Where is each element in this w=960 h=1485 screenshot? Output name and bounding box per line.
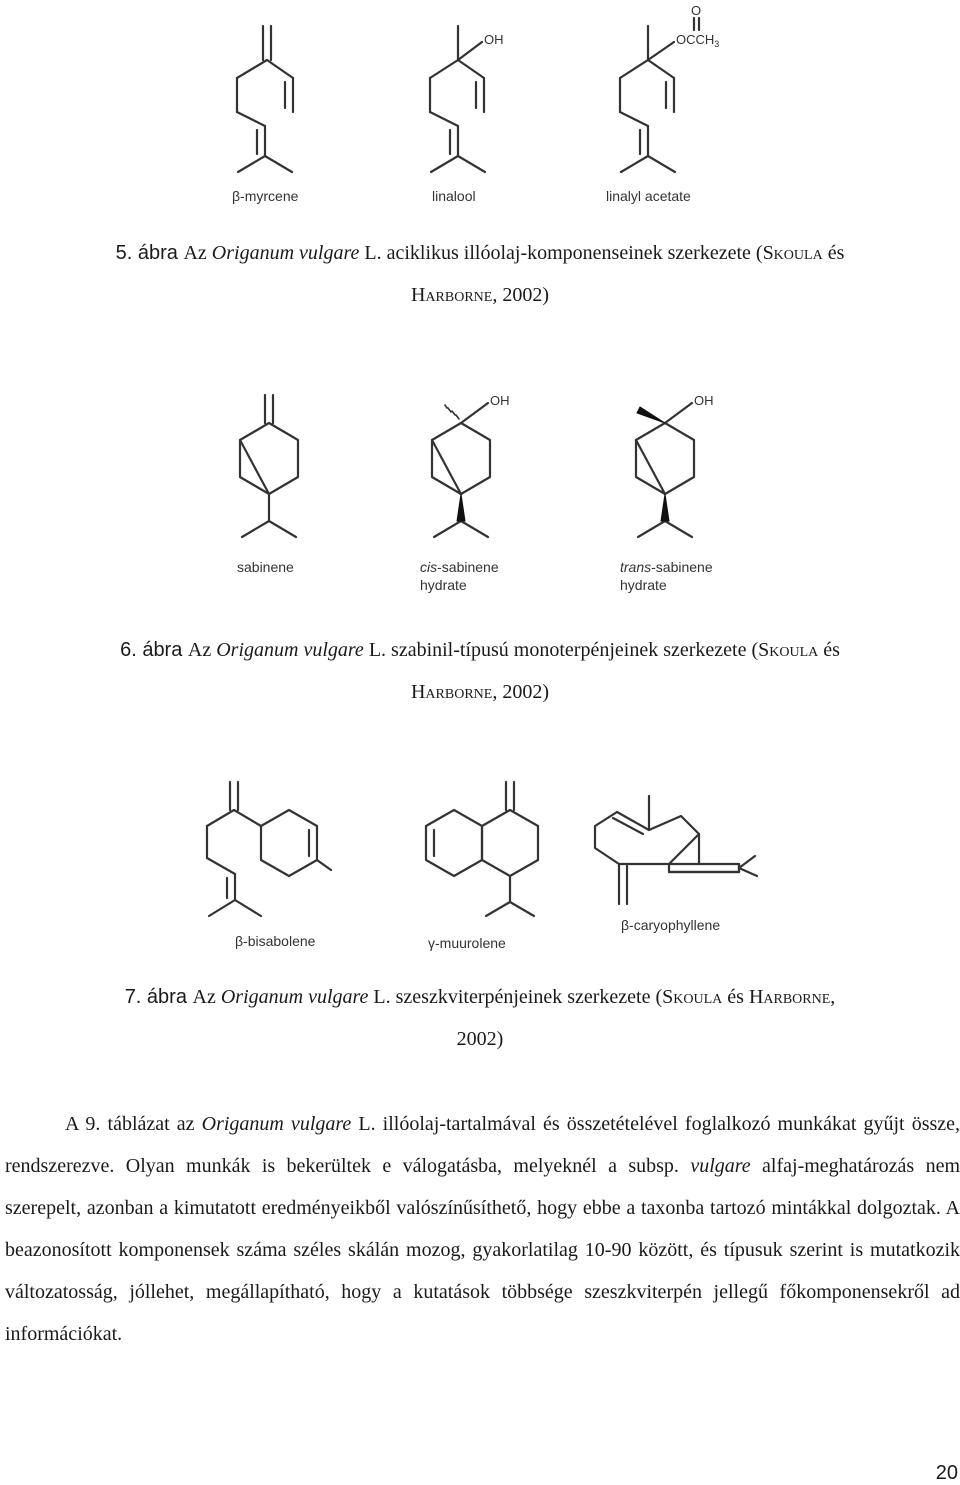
structure-beta-caryophyllene bbox=[585, 770, 765, 955]
label-trans-italic: trans bbox=[620, 559, 652, 575]
label-trans-rest: -sabinene bbox=[651, 559, 713, 575]
caption-species: Origanum vulgare bbox=[220, 986, 369, 1008]
caption-species: Origanum vulgare bbox=[216, 639, 364, 661]
structure-gamma-muurolene bbox=[420, 770, 560, 960]
label-linalool: linalool bbox=[432, 188, 476, 204]
label-beta-bisabolene: β-bisabolene bbox=[235, 933, 316, 949]
figure-5 bbox=[0, 0, 960, 215]
caption-az: Az bbox=[187, 639, 217, 661]
caption-az: Az bbox=[183, 242, 212, 264]
caption-line bbox=[0, 629, 960, 671]
caption-rest: szeszkviterpénjeinek szerkezete ( bbox=[390, 986, 663, 1008]
group-sub3: 3 bbox=[714, 39, 720, 49]
caption-es: és bbox=[818, 639, 840, 661]
caption-author-harborne: Harborne bbox=[410, 681, 493, 703]
label-cis-rest: -sabinene bbox=[437, 559, 499, 575]
caption-line bbox=[0, 976, 960, 1018]
caption-l: L. bbox=[368, 986, 391, 1008]
label-sabinene: sabinene bbox=[237, 559, 294, 575]
structure-sabinene bbox=[220, 385, 330, 580]
caption-line bbox=[0, 274, 960, 316]
caption-es: és bbox=[822, 242, 845, 264]
label-gamma-muurolene: γ-muurolene bbox=[428, 935, 506, 951]
group-oh: OH bbox=[490, 393, 510, 408]
label-trans-sabinene bbox=[620, 559, 713, 575]
paragraph-text bbox=[5, 1103, 960, 1355]
figure-5-caption bbox=[0, 232, 960, 316]
caption-author-skoula: Skoula bbox=[758, 639, 819, 661]
group-oh: OH bbox=[484, 32, 504, 47]
structure-linalyl-acetate bbox=[600, 0, 750, 210]
label-beta-myrcene: β-myrcene bbox=[232, 188, 299, 204]
label-beta-caryophyllene: β-caryophyllene bbox=[621, 917, 721, 933]
paragraph-part-1: A 9. táblázat az bbox=[65, 1113, 202, 1135]
caption-author-skoula: Skoula bbox=[662, 986, 723, 1008]
caption-comma: , bbox=[830, 986, 836, 1008]
caption-year: , 2002) bbox=[492, 284, 549, 306]
paragraph-part-3: alfaj-meghatározás nem szerepelt, azonban a kimutatott eredményeikből valószínűsíthető, hogy ebbe a taxonba tartozó mintákkal dolgoztak. A beazonosított komponensek száma széles skálán mozog, gyakorlatilag 10-90 között, és típusuk szerint is mutatkozik változatosság, jóllehet, megállapítható, hogy a kutatások többsége szeszkviterpén jellegű főkomponensekről ad információkat. bbox=[5, 1155, 960, 1345]
caption-l: L. bbox=[363, 639, 387, 661]
caption-prefix: 5. ábra bbox=[115, 242, 184, 264]
structure-beta-myrcene bbox=[220, 20, 330, 210]
caption-line bbox=[0, 671, 960, 713]
caption-az: Az bbox=[192, 986, 221, 1008]
figure-6 bbox=[0, 385, 960, 605]
paragraph-species: Origanum vulgare bbox=[201, 1113, 352, 1135]
label-cis-hydrate: hydrate bbox=[420, 577, 467, 593]
figure-7-caption bbox=[0, 976, 960, 1060]
group-occh3 bbox=[676, 32, 719, 49]
label-cis-sabinene bbox=[420, 559, 499, 575]
paragraph-subsp: vulgare bbox=[690, 1155, 751, 1177]
group-oh: OH bbox=[694, 393, 714, 408]
caption-l: L. bbox=[359, 242, 382, 264]
caption-species: Origanum vulgare bbox=[211, 242, 360, 264]
body-paragraph bbox=[5, 1103, 960, 1355]
caption-year: , 2002) bbox=[492, 681, 549, 703]
group-occh: OCCH bbox=[676, 32, 715, 47]
caption-line bbox=[0, 1018, 960, 1060]
caption-rest: aciklikus illóolaj-komponenseinek szerkezete ( bbox=[381, 242, 763, 264]
structure-linalool bbox=[410, 20, 540, 210]
label-trans-hydrate: hydrate bbox=[620, 577, 667, 593]
label-linalyl-acetate: linalyl acetate bbox=[606, 188, 691, 204]
structure-trans-sabinene-hydrate bbox=[612, 385, 752, 600]
caption-author-harborne: Harborne bbox=[410, 284, 493, 306]
structure-cis-sabinene-hydrate bbox=[410, 385, 540, 600]
caption-prefix: 6. ábra bbox=[120, 639, 188, 661]
caption-rest: szabinil-típusú monoterpénjeinek szerkezete ( bbox=[386, 639, 759, 661]
caption-year: 2002) bbox=[456, 1028, 504, 1050]
caption-author-harborne: Harborne bbox=[748, 986, 831, 1008]
caption-author-skoula: Skoula bbox=[762, 242, 823, 264]
figure-6-caption bbox=[0, 629, 960, 713]
paragraph-part-2: L. illóolaj-tartalmával és összetételével foglalkozó munkákat gyűjt össze, rendszerezve. Olyan munkák is bekerültek e válogatásba, melyeknél a subsp. bbox=[5, 1113, 960, 1177]
caption-line bbox=[0, 232, 960, 274]
group-o: O bbox=[691, 3, 702, 18]
caption-prefix: 7. ábra bbox=[124, 986, 193, 1008]
label-cis-italic: cis bbox=[420, 559, 438, 575]
figure-7 bbox=[0, 770, 960, 960]
page-number: 20 bbox=[935, 1462, 958, 1484]
caption-es: és bbox=[722, 986, 749, 1008]
structure-beta-bisabolene bbox=[195, 770, 335, 955]
